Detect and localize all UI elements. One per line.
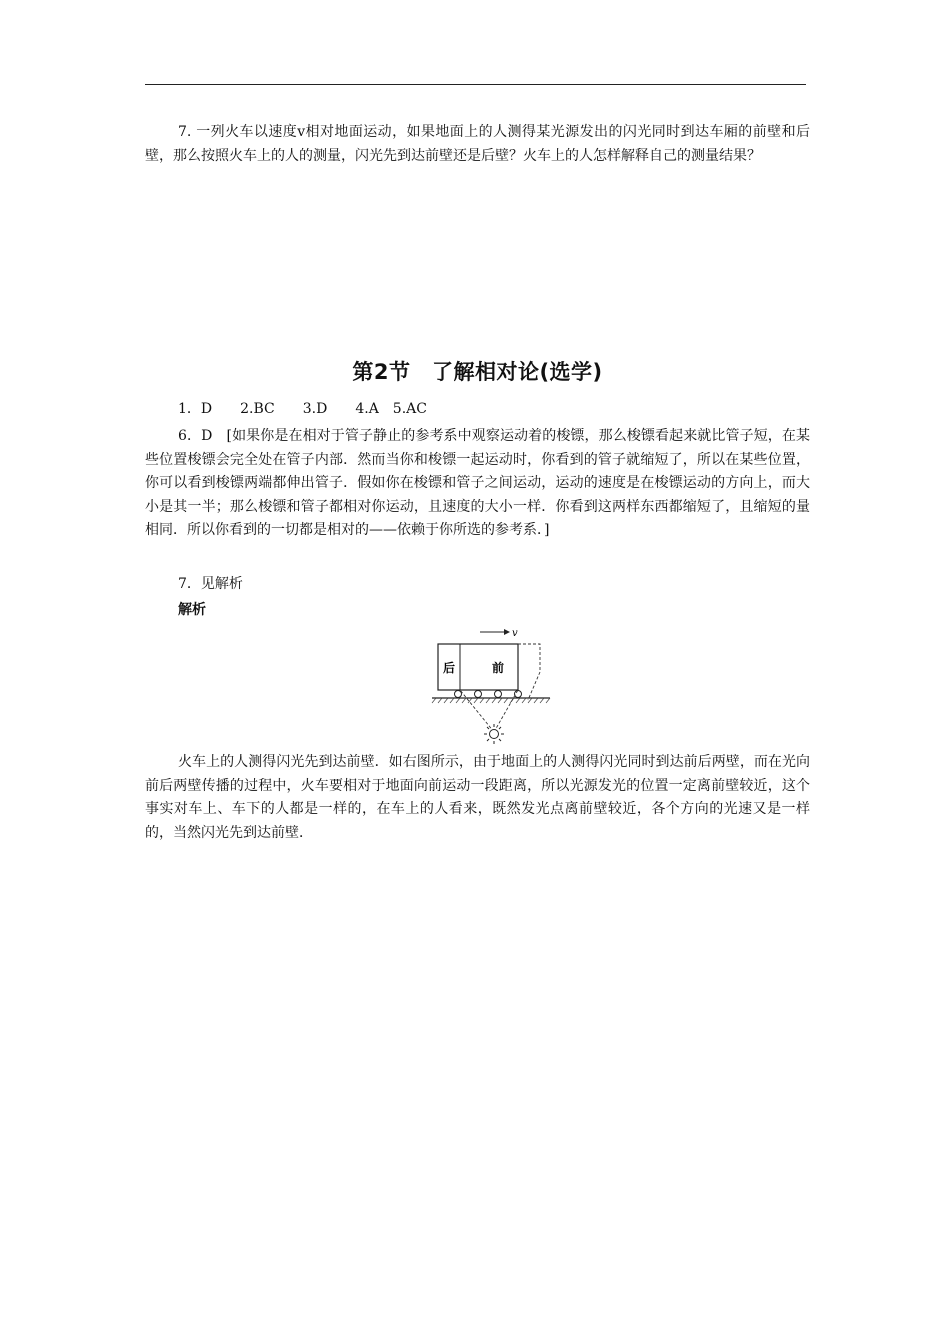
section-title: 第2节 了解相对论(选学) xyxy=(352,360,603,384)
answer-6: 6．D [如果你是在相对于管子静止的参考系中观察运动着的梭镖，那么梭镖看起来就比管子短，在某些位置梭镖会完全处在管子内部．然而当你和梭镖一起运动时，你看到的管子就缩短了，所以在某些位置，你可以看到梭镖两端都伸出管子．假如你在梭镖和管子之间运动，运动的速度是在梭镖运动的方向上，而大小是其一半；那么梭镖和管子都相对你运动，且速度的大小一样．你看到这两样东西都缩短了，且缩短的量相同．所以你看到的一切都是相对的——依赖于你所选的参考系．] xyxy=(145,428,810,538)
answers-1-5: 1．D 2.BC 3.D 4.A 5.AC xyxy=(178,401,427,417)
wheel xyxy=(495,691,502,698)
ground-hatching xyxy=(432,698,550,703)
light-source-icon xyxy=(484,724,504,744)
velocity-label: v xyxy=(512,628,518,639)
rear-label: 后 xyxy=(443,661,456,675)
analysis-label: 解析 xyxy=(178,602,206,618)
velocity-arrowhead xyxy=(504,629,510,635)
train-light-diagram xyxy=(428,624,554,750)
header-rule xyxy=(145,84,806,85)
explanation-paragraph: 火车上的人测得闪光先到达前壁．如右图所示，由于地面上的人测得闪光同时到达前后两壁，而在光向前后两壁传播的过程中，火车要相对于地面向前运动一段距离，所以光源发光的位置一定离前壁较近，这个事实对车上、车下的人都是一样的，在车上的人看来，既然发光点离前壁较近，各个方向的光速又是一样的，当然闪光先到达前壁． xyxy=(145,754,810,841)
wheel xyxy=(515,691,522,698)
displaced-car-outline xyxy=(518,644,540,700)
wheel xyxy=(455,691,462,698)
front-label: 前 xyxy=(492,661,505,675)
answer-7: 7．见解析 xyxy=(178,576,243,592)
question-7: 7. 一列火车以速度v相对地面运动，如果地面上的人测得某光源发出的闪光同时到达车厢的前壁和后壁，那么按照火车上的人的测量，闪光先到达前壁还是后壁？火车上的人怎样解释自己的测量结果？ xyxy=(145,124,810,164)
wheel xyxy=(475,691,482,698)
